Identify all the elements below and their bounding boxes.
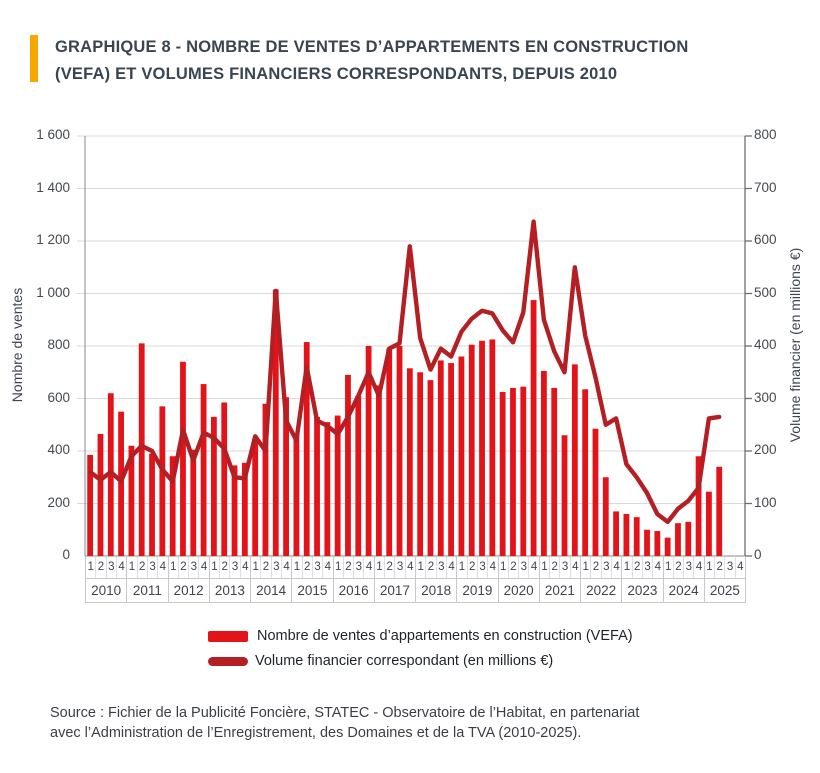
year-tick-label: 2024 <box>668 583 699 598</box>
quarter-tick-label: 4 <box>572 561 579 573</box>
quarter-row <box>127 557 167 579</box>
quarter-tick-label: 2 <box>550 557 560 578</box>
bar-quarter <box>716 467 722 556</box>
quarter-tick-label: 2 <box>385 557 395 578</box>
bar-quarter <box>448 363 454 556</box>
quarter-tick-label: 2 <box>179 557 189 578</box>
quarter-tick-label: 1 <box>540 557 550 578</box>
x-axis-year-group <box>456 557 497 602</box>
bar-quarter <box>118 412 124 556</box>
legend-label-volume: Volume financier correspondant (en millions €) <box>255 653 554 669</box>
y-right-tick-label: 800 <box>754 127 777 142</box>
quarter-row <box>334 557 374 579</box>
year-tick-label: 2017 <box>379 583 410 598</box>
quarter-row <box>499 557 539 579</box>
source-line-1: Source : Fichier de la Publicité Foncière, STATEC - Observatoire de l’Habitat, en partenariat <box>50 705 640 721</box>
x-axis-year-group <box>168 557 209 602</box>
year-tick-label: 2014 <box>256 583 287 598</box>
bar-quarter <box>644 530 650 556</box>
bar-quarter <box>355 396 361 556</box>
year-tick-label: 2016 <box>338 583 369 598</box>
legend-item-ventes <box>208 628 633 644</box>
bar-quarter <box>572 364 578 556</box>
bar-quarter <box>551 388 557 556</box>
quarter-tick-label: 3 <box>230 557 240 578</box>
bar-quarter <box>603 477 609 556</box>
x-axis-year-group <box>85 557 126 602</box>
quarter-tick-label: 2 <box>261 557 271 578</box>
quarter-tick-label: 3 <box>313 557 323 578</box>
bar-quarter <box>562 435 568 556</box>
bar-series-swatch-icon <box>208 631 248 642</box>
quarter-tick-label: 1 <box>251 557 261 578</box>
bar-quarter <box>624 514 630 556</box>
quarter-tick-label: 3 <box>437 557 447 578</box>
quarter-tick-label: 3 <box>725 557 735 578</box>
quarter-tick-label: 4 <box>200 561 208 573</box>
quarter-tick-label: 4 <box>324 561 332 573</box>
bar-quarter <box>531 300 537 556</box>
page-title-line-1: GRAPHIQUE 8 - NOMBRE DE VENTES D’APPARTEMENTS EN CONSTRUCTION <box>55 38 689 56</box>
quarter-tick-label: 3 <box>148 557 158 578</box>
quarter-tick-label: 3 <box>643 557 653 578</box>
quarter-row <box>86 557 126 579</box>
legend-item-volume <box>208 653 633 669</box>
quarter-tick-label: 3 <box>478 557 488 578</box>
quarter-tick-label: 2 <box>220 557 230 578</box>
bar-quarter <box>201 384 207 556</box>
quarter-tick-label: 3 <box>272 557 282 578</box>
quarter-tick-label: 1 <box>622 557 632 578</box>
year-tick-label: 2011 <box>132 583 162 598</box>
y-right-tick-label: 400 <box>754 337 777 352</box>
year-tick-label: 2010 <box>91 583 122 598</box>
quarter-row <box>416 557 456 579</box>
quarter-tick-label: 2 <box>633 557 643 578</box>
y-left-tick-label: 1 600 <box>36 127 70 142</box>
quarter-tick-label: 4 <box>654 561 662 573</box>
bar-quarter <box>479 341 485 556</box>
bar-quarter <box>634 517 640 556</box>
bar-quarter <box>593 429 599 556</box>
bar-quarter <box>613 511 619 556</box>
y-right-tick-label: 700 <box>754 179 777 195</box>
bar-quarter <box>438 360 444 556</box>
quarter-tick-label: 4 <box>613 561 620 573</box>
quarter-tick-label: 2 <box>426 557 436 578</box>
quarter-row <box>540 557 580 579</box>
quarter-tick-label: 3 <box>354 557 364 578</box>
bar-quarter <box>324 422 330 556</box>
quarter-tick-label: 4 <box>242 561 249 573</box>
y-right-tick-label: 0 <box>754 547 762 562</box>
x-axis-year-group <box>580 557 621 602</box>
source-line-2: avec l’Administration de l’Enregistrement, des Domaines et de la TVA (2010-2025). <box>50 725 582 741</box>
bar-quarter <box>376 385 382 556</box>
year-tick-label: 2013 <box>214 583 245 598</box>
quarter-tick-label: 4 <box>530 561 538 573</box>
quarter-tick-label: 1 <box>210 557 220 578</box>
bar-quarter <box>520 387 526 556</box>
y-right-tick-label: 500 <box>754 284 777 300</box>
year-tick-label: 2023 <box>627 583 658 598</box>
x-axis-year-group <box>498 557 539 602</box>
bar-quarter <box>510 388 516 556</box>
quarter-tick-label: 4 <box>283 561 290 573</box>
quarter-tick-label: 2 <box>509 557 519 578</box>
year-tick-label: 2025 <box>709 583 740 598</box>
quarter-tick-label: 3 <box>560 557 570 578</box>
x-axis-year-group <box>539 557 580 602</box>
quarter-tick-label: 1 <box>581 557 591 578</box>
bar-quarter <box>417 372 423 556</box>
bar-quarter <box>98 434 104 556</box>
y-axis-label-left: Nombre de ventes <box>9 287 25 403</box>
quarter-row <box>210 557 250 579</box>
bar-quarter <box>469 345 475 556</box>
quarter-tick-label: 1 <box>664 557 674 578</box>
quarter-tick-label: 4 <box>737 561 744 573</box>
x-axis-year-group <box>250 557 291 602</box>
quarter-tick-label: 1 <box>416 557 426 578</box>
y-right-tick-label: 200 <box>754 442 777 457</box>
bars-series <box>87 290 722 556</box>
quarter-tick-label: 3 <box>189 557 199 578</box>
quarter-tick-label: 1 <box>375 557 385 578</box>
quarter-row <box>457 557 497 579</box>
x-axis-year-group <box>374 557 415 602</box>
bar-quarter <box>397 346 403 556</box>
quarter-row <box>581 557 621 579</box>
quarter-tick-label: 1 <box>457 557 467 578</box>
y-right-tick-label: 300 <box>754 389 777 405</box>
quarter-row <box>251 557 291 579</box>
x-axis-year-group <box>663 557 704 602</box>
quarter-row <box>169 557 209 579</box>
year-tick-label: 2018 <box>421 583 452 598</box>
y-left-tick-label: 800 <box>47 337 70 352</box>
quarter-row <box>375 557 415 579</box>
quarter-tick-label: 1 <box>499 557 509 578</box>
x-axis-year-group <box>209 557 250 602</box>
chart-legend <box>208 628 633 678</box>
bar-quarter <box>685 522 691 556</box>
quarter-tick-label: 4 <box>448 561 455 573</box>
quarter-tick-label: 2 <box>344 557 354 578</box>
y-left-tick-label: 400 <box>47 442 70 457</box>
bar-quarter <box>159 406 165 556</box>
quarter-tick-label: 2 <box>591 557 601 578</box>
bar-quarter <box>190 450 196 556</box>
quarter-tick-label: 4 <box>159 561 167 573</box>
year-tick-label: 2022 <box>586 583 617 598</box>
bar-quarter <box>314 417 320 556</box>
quarter-tick-label: 2 <box>468 557 478 578</box>
quarter-tick-label: 2 <box>674 557 684 578</box>
bar-quarter <box>221 402 227 556</box>
y-left-tick-label: 200 <box>47 494 70 510</box>
quarter-tick-label: 1 <box>86 557 96 578</box>
quarter-tick-label: 1 <box>334 557 344 578</box>
quarter-tick-label: 2 <box>96 557 106 578</box>
bar-quarter <box>345 375 351 556</box>
quarter-row <box>622 557 662 579</box>
y-right-tick-label: 100 <box>754 494 777 510</box>
source-note <box>50 703 790 743</box>
y-left-tick-label: 1 200 <box>36 232 70 247</box>
quarter-tick-label: 4 <box>118 561 125 573</box>
bar-quarter <box>149 454 155 556</box>
x-axis-year-group <box>333 557 374 602</box>
bar-quarter <box>335 416 341 556</box>
quarter-tick-label: 1 <box>292 557 302 578</box>
quarter-tick-label: 2 <box>303 557 313 578</box>
bar-quarter <box>459 357 465 557</box>
bar-quarter <box>500 392 506 556</box>
bar-quarter <box>180 362 186 556</box>
year-tick-label: 2020 <box>503 583 534 598</box>
line-series-swatch-icon <box>208 657 248 666</box>
quarter-row <box>705 557 745 579</box>
bar-quarter <box>706 492 712 556</box>
quarter-tick-label: 2 <box>715 557 725 578</box>
bar-quarter <box>582 389 588 556</box>
year-tick-label: 2012 <box>173 583 204 598</box>
y-left-tick-label: 1 000 <box>36 284 70 300</box>
page-title-line-2: (VEFA) ET VOLUMES FINANCIERS CORRESPONDANTS, DEPUIS 2010 <box>55 65 618 83</box>
x-axis-year-group <box>704 557 745 602</box>
x-axis-year-group <box>291 557 332 602</box>
y-left-tick-label: 600 <box>47 389 70 405</box>
quarter-tick-label: 4 <box>365 561 373 573</box>
y-left-tick-label: 1 400 <box>36 179 70 195</box>
x-axis-year-group <box>415 557 456 602</box>
bar-quarter <box>541 371 547 556</box>
y-left-tick-label: 0 <box>62 547 70 562</box>
bar-quarter <box>252 439 258 556</box>
quarter-tick-label: 4 <box>695 561 703 573</box>
x-axis-year-group <box>621 557 662 602</box>
quarter-tick-label: 1 <box>705 557 715 578</box>
y-axis-label-right: Volume financier (en millions €) <box>787 247 803 443</box>
quarter-tick-label: 4 <box>489 561 497 573</box>
quarter-row <box>292 557 332 579</box>
quarter-tick-label: 4 <box>407 561 414 573</box>
quarter-tick-label: 3 <box>107 557 117 578</box>
bar-quarter <box>654 531 660 556</box>
year-tick-label: 2021 <box>544 583 575 598</box>
bar-quarter <box>675 523 681 556</box>
quarter-tick-label: 1 <box>169 557 179 578</box>
quarter-tick-label: 3 <box>684 557 694 578</box>
bar-quarter <box>489 339 495 556</box>
x-axis-year-group <box>126 557 167 602</box>
bar-quarter <box>294 434 300 556</box>
legend-label-ventes: Nombre de ventes d’appartements en construction (VEFA) <box>257 628 633 644</box>
quarter-tick-label: 3 <box>602 557 612 578</box>
quarter-tick-label: 1 <box>127 557 137 578</box>
year-tick-label: 2015 <box>297 583 328 598</box>
bar-quarter <box>407 368 413 556</box>
bar-quarter <box>428 380 434 556</box>
quarter-tick-label: 3 <box>519 557 529 578</box>
y-right-tick-label: 600 <box>754 232 777 247</box>
bar-quarter <box>665 538 671 556</box>
quarter-row <box>664 557 704 579</box>
bar-quarter <box>386 349 392 556</box>
quarter-tick-label: 2 <box>138 557 148 578</box>
quarter-tick-label: 3 <box>395 557 405 578</box>
year-tick-label: 2019 <box>462 583 493 598</box>
x-axis <box>85 557 746 603</box>
